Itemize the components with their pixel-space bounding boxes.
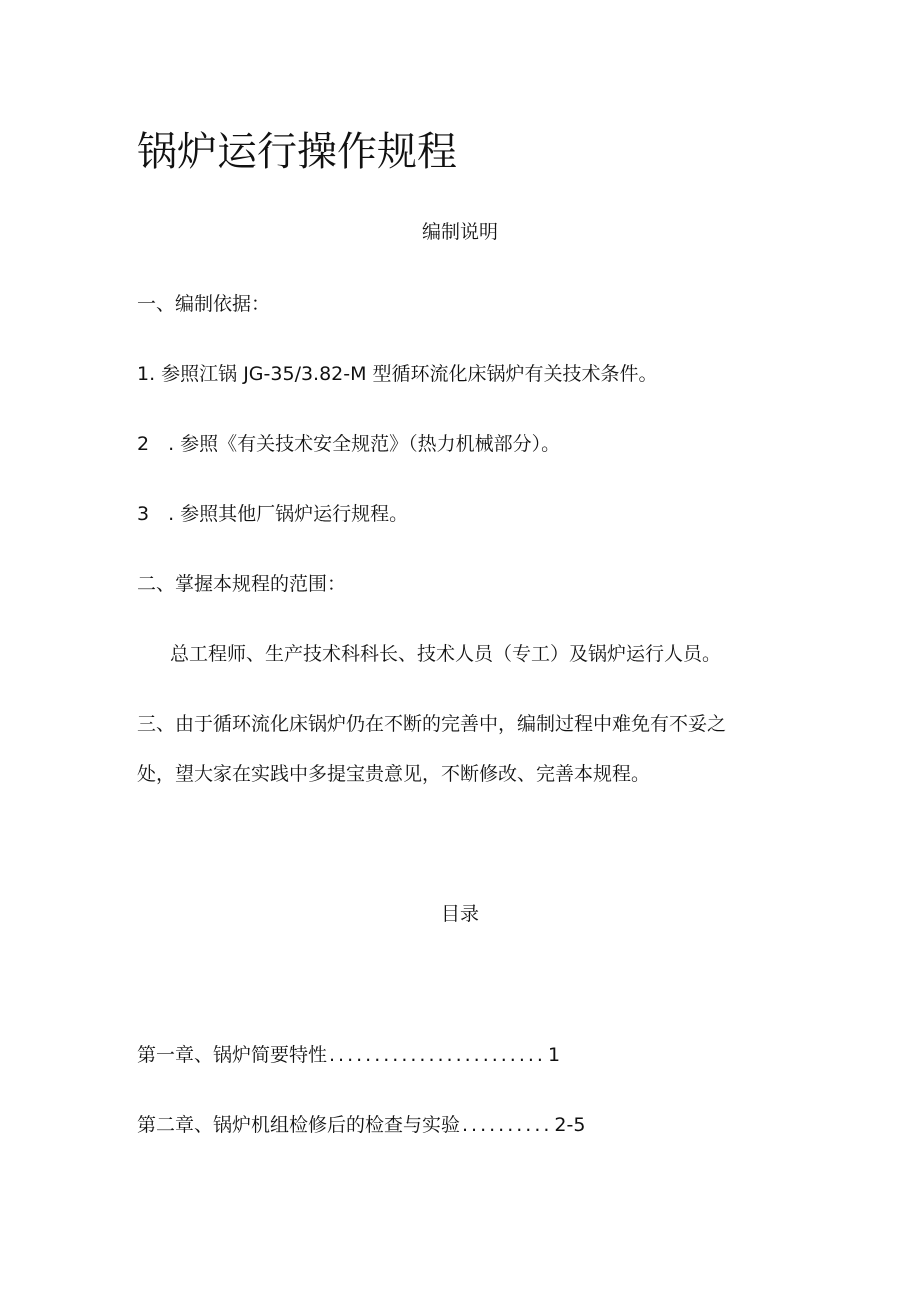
toc-entry-title: 第二章、锅炉机组检修后的检查与实验	[137, 1114, 461, 1136]
compile-note-heading: 编制说明	[421, 221, 498, 243]
toc-entry	[137, 1046, 560, 1065]
toc-heading: 目录	[440, 903, 479, 925]
section3-line-2: 处，望大家在实践中多提宝贵意见，不断修改、完善本规程。	[137, 763, 651, 785]
basis-item-1: 1. 参照江锅 JG-35/3.82-M 型循环流化床锅炉有关技术条件。	[137, 363, 658, 385]
toc-entry-page: 1	[547, 1044, 561, 1066]
toc-entry-leader: ..........	[462, 1114, 553, 1136]
section1-heading: 一、编制依据：	[137, 293, 271, 315]
toc-entry	[137, 1116, 585, 1135]
toc-entry-title: 第一章、锅炉简要特性	[137, 1044, 328, 1066]
section2-heading: 二、掌握本规程的范围：	[137, 573, 347, 595]
document-title: 锅炉运行操作规程	[137, 129, 457, 175]
basis-item-3: 3 . 参照其他厂锅炉运行规程。	[137, 503, 409, 525]
section3-line-1: 三、由于循环流化床锅炉仍在不断的完善中，编制过程中难免有不妥之	[137, 713, 727, 735]
toc-entry-page: 2-5	[554, 1114, 586, 1136]
toc-entry-leader: ........................	[329, 1044, 546, 1066]
section2-body: 总工程师、生产技术科科长、技术人员（专工）及锅炉运行人员。	[170, 643, 722, 665]
basis-item-2: 2 . 参照《有关技术安全规范》（热力机械部分）。	[137, 433, 561, 455]
